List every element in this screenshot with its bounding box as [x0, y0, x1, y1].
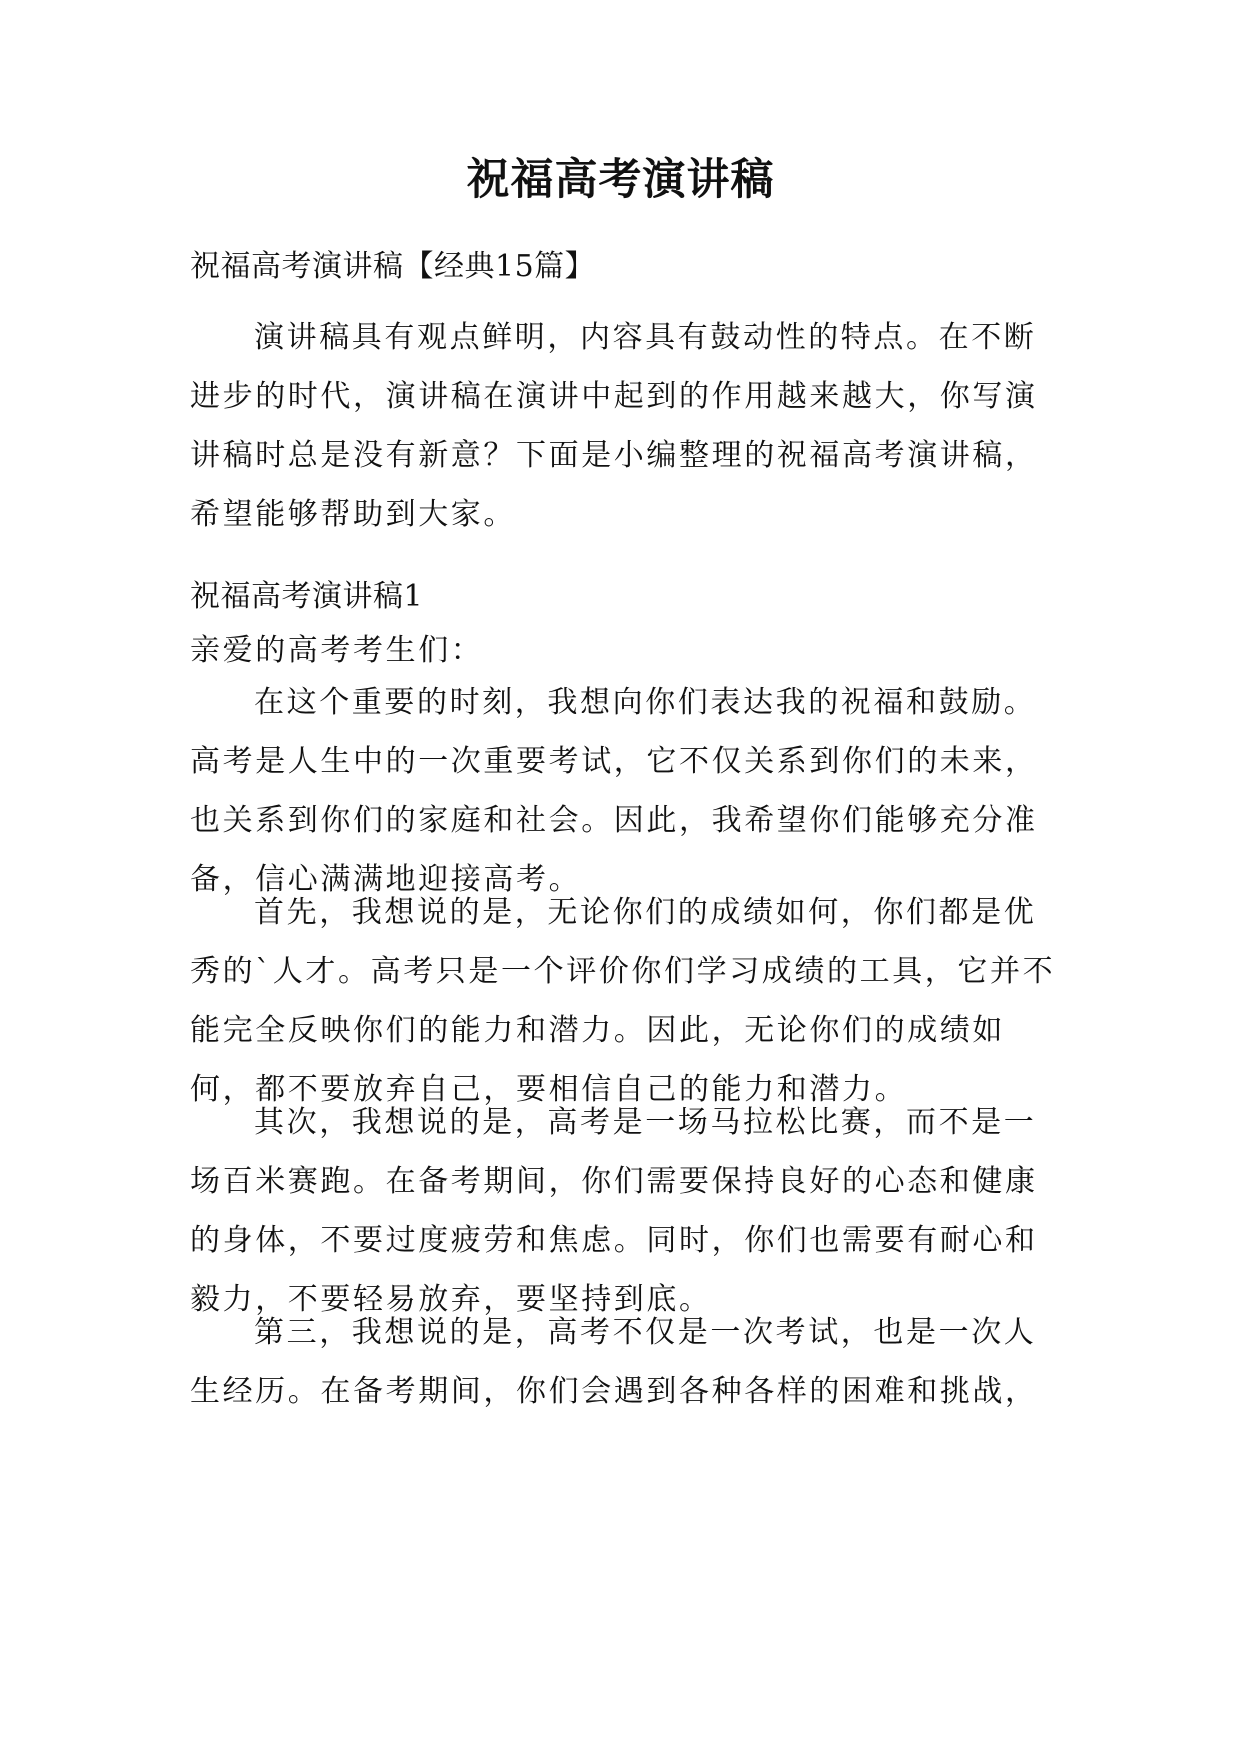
body-paragraph-2: 首先，我想说的是，无论你们的成绩如何，你们都是优秀的`人才。高考只是一个评价你们学习成绩的工具，它并不能完全反映你们的能力和潜力。因此，无论你们的成绩如何，都不要放弃自己，要相信自己的能力和潜力。	[190, 895, 1056, 1107]
section-heading: 祝福高考演讲稿1	[190, 579, 424, 614]
document-title: 祝福高考演讲稿	[466, 155, 775, 205]
body-paragraph-4: 第三，我想说的是，高考不仅是一次考试，也是一次人生经历。在备考期间，你们会遇到各种各样的困难和挑战，	[190, 1315, 1038, 1409]
body-paragraph-1: 在这个重要的时刻，我想向你们表达我的祝福和鼓励。高考是人生中的一次重要考试，它不仅关系到你们的未来，也关系到你们的家庭和社会。因此，我希望你们能够充分准备，信心满满地迎接高考。	[190, 685, 1038, 897]
document-subtitle: 祝福高考演讲稿【经典15篇】	[190, 249, 596, 284]
salutation: 亲爱的高考考生们：	[190, 633, 484, 668]
intro-paragraph: 演讲稿具有观点鲜明，内容具有鼓动性的特点。在不断进步的时代，演讲稿在演讲中起到的作用越来越大，你写演讲稿时总是没有新意？下面是小编整理的祝福高考演讲稿，希望能够帮助到大家。	[190, 320, 1038, 532]
body-paragraph-3: 其次，我想说的是，高考是一场马拉松比赛，而不是一场百米赛跑。在备考期间，你们需要保持良好的心态和健康的身体，不要过度疲劳和焦虑。同时，你们也需要有耐心和毅力，不要轻易放弃，要坚持到底。	[190, 1105, 1038, 1317]
